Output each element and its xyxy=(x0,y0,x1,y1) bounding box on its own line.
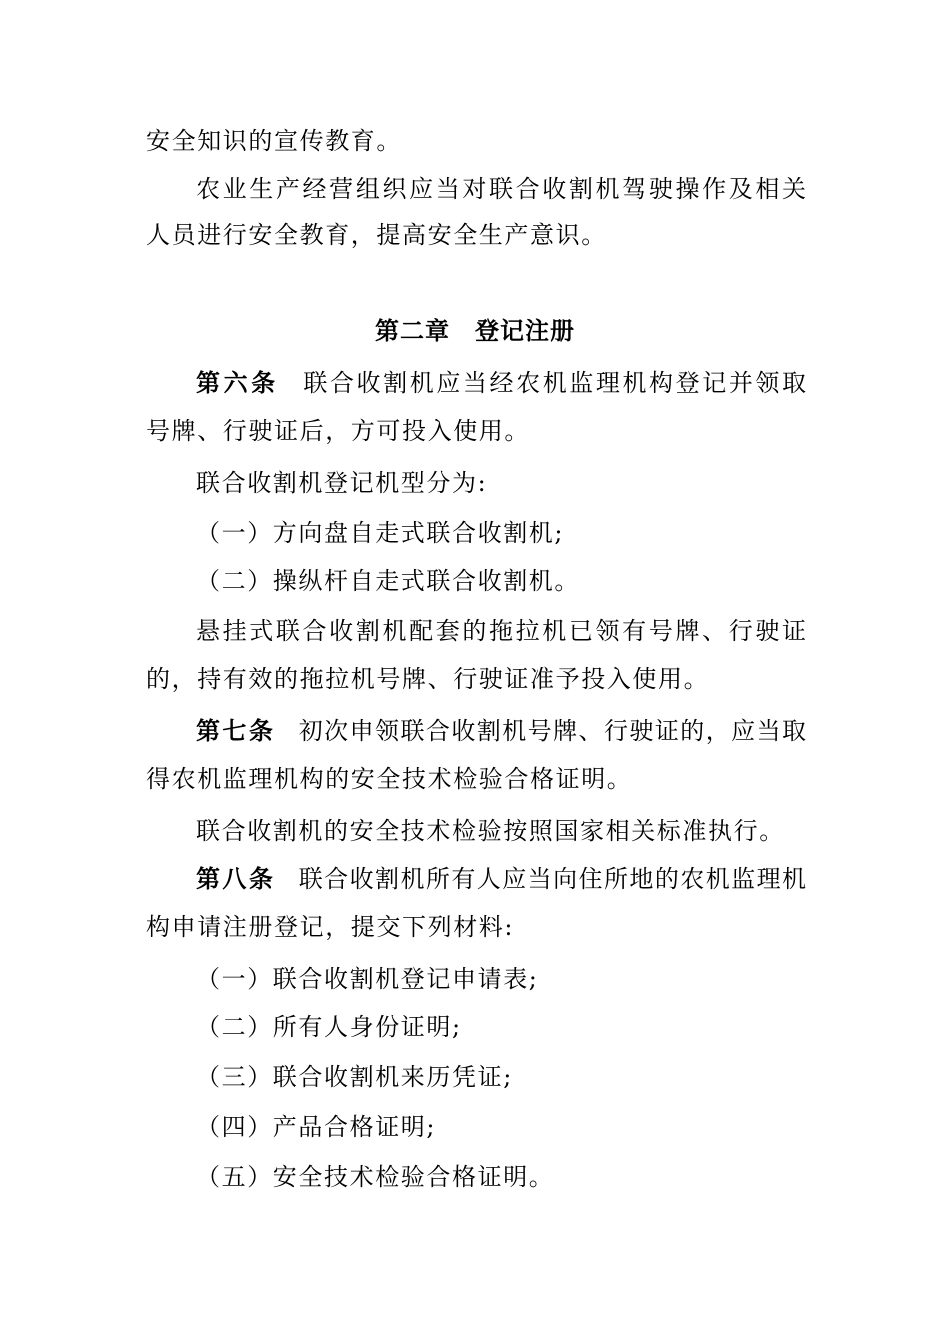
text-line: 号牌、行驶证后，方可投入使用。 xyxy=(146,417,530,445)
list-item: （五）安全技术检验合格证明。 xyxy=(196,1163,555,1191)
text-line: 联合收割机的安全技术检验按照国家相关标准执行。 xyxy=(196,817,785,845)
text-line: 得农机监理机构的安全技术检验合格证明。 xyxy=(146,765,633,793)
list-item: （三）联合收割机来历凭证; xyxy=(196,1063,513,1091)
text-line: 联合收割机登记机型分为: xyxy=(196,469,488,497)
text-line: 悬挂式联合收割机配套的拖拉机已领有号牌、行驶证 xyxy=(196,617,806,645)
article-7-line xyxy=(196,716,806,746)
text-line: 构申请注册登记，提交下列材料: xyxy=(146,913,515,941)
article-8-line xyxy=(196,864,806,894)
article-label: 第六条 xyxy=(196,369,279,397)
list-item: （四）产品合格证明; xyxy=(196,1113,437,1141)
article-6-line xyxy=(196,368,806,398)
article-text: 联合收割机应当经农机监理机构登记并领取 xyxy=(300,369,807,397)
list-item: （一）方向盘自走式联合收割机; xyxy=(196,519,565,547)
text-line: 农业生产经营组织应当对联合收割机驾驶操作及相关 xyxy=(196,175,806,203)
article-text: 联合收割机所有人应当向住所地的农机监理机 xyxy=(297,865,807,893)
list-item: （二）所有人身份证明; xyxy=(196,1013,462,1041)
text-line: 的，持有效的拖拉机号牌、行驶证准予投入使用。 xyxy=(146,665,710,693)
text-line: 安全知识的宣传教育。 xyxy=(146,127,402,155)
text-line: 人员进行安全教育，提高安全生产意识。 xyxy=(146,221,607,249)
article-label: 第七条 xyxy=(196,717,276,745)
chapter-title: 第二章 登记注册 xyxy=(375,317,575,345)
list-item: （一）联合收割机登记申请表; xyxy=(196,965,539,993)
list-item: （二）操纵杆自走式联合收割机。 xyxy=(196,567,580,595)
article-text: 初次申领联合收割机号牌、行驶证的，应当取 xyxy=(297,717,807,745)
article-label: 第八条 xyxy=(196,865,276,893)
